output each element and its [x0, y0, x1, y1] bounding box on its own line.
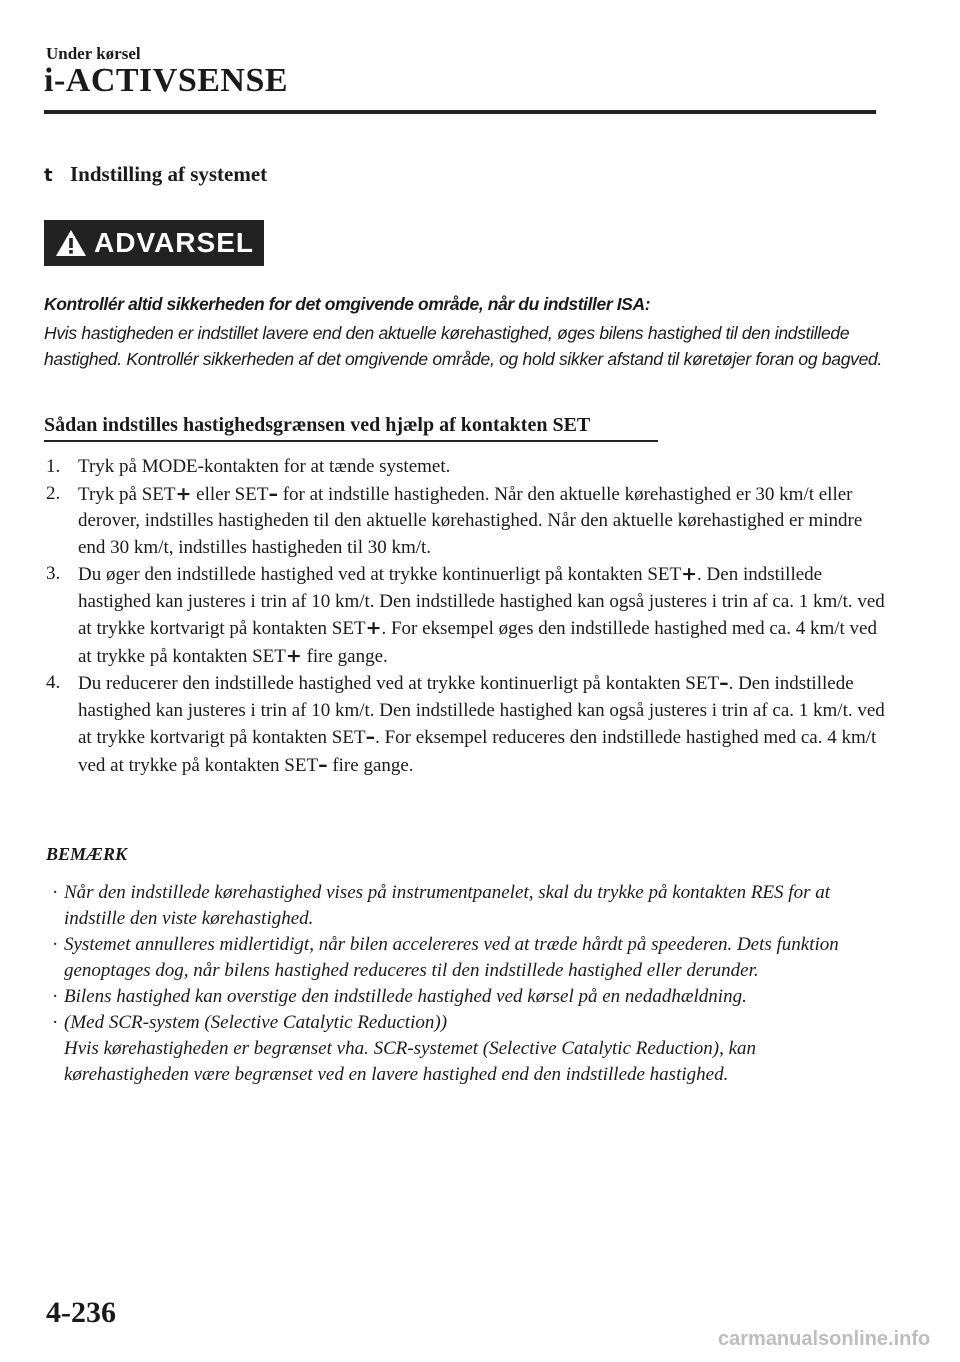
section-title: i-ACTIVSENSE	[44, 62, 289, 99]
step-text: . For eksempel øges den indstillede hastighed med ca. 4 km/t ved at trykke på kontakten SET	[78, 618, 877, 667]
note-item	[52, 1010, 882, 1088]
minus-icon: –	[365, 726, 376, 748]
minus-icon: –	[719, 672, 729, 694]
note-item	[52, 932, 882, 984]
chapter-title: Under kørsel	[46, 44, 141, 63]
step-text: . For eksempel reduceres den indstillede hastighed med ca. 4 km/t ved at trykke på kontakten SET	[78, 727, 877, 776]
warning-label: ADVARSEL	[94, 227, 254, 258]
warning-badge	[44, 220, 264, 266]
watermark: carmanualsonline.info	[718, 1328, 931, 1350]
bullet-icon: ·	[52, 882, 59, 903]
plus-icon: +	[681, 563, 698, 585]
minus-icon: –	[268, 482, 278, 505]
step-number: 4.	[46, 672, 61, 693]
bullet-icon: ·	[52, 1012, 59, 1033]
note-title: BEMÆRK	[46, 844, 128, 864]
procedure-title: Sådan indstilles hastighedsgrænsen ved hjælp af kontakten SET	[44, 414, 591, 436]
note-item	[52, 984, 882, 1010]
note-text: Når den indstillede kørehastighed vises på instrumentpanelet, skal du trykke på kontakten RES for at indstille den viste kørehastighed.	[64, 882, 831, 929]
procedure-step	[46, 481, 886, 562]
step-text: fire gange.	[327, 754, 414, 776]
warning-triangle-icon	[54, 228, 88, 258]
minus-icon: –	[318, 753, 328, 776]
step-number: 2.	[46, 482, 61, 504]
warning-title: Kontrollér altid sikkerheden for det omgivende område, når du indstiller ISA:	[44, 294, 651, 314]
procedure-step	[46, 561, 886, 670]
step-number: 3.	[46, 563, 61, 584]
note-text: (Med SCR-system (Selective Catalytic Reduction)) Hvis kørehastigheden er begrænset vha. SCR-systemet (Selective Catalytic Reduction), kan kørehastigheden være begrænset ved en lavere hastighed end den indstillede hastighed.	[64, 1012, 757, 1085]
plus-icon: +	[365, 617, 382, 639]
procedure-underline	[44, 440, 658, 442]
bullet-icon: ·	[52, 986, 59, 1007]
step-text: . Den indstillede hastighed kan justeres i trin af 10 km/t. Den indstillede hastighed kan også justeres i trin af ca. 1 km/t. ved at trykke kortvarigt på kontakten SET	[78, 564, 885, 639]
note-item	[52, 880, 882, 932]
step-text: Tryk på SET	[78, 483, 176, 505]
step-number: 1.	[46, 456, 61, 477]
step-text: fire gange.	[301, 645, 388, 667]
step-text: for at indstille hastigheden. Når den aktuelle kørehastighed er 30 km/t eller derover, indstilles hastigheden til den aktuelle kørehastighed. Når den aktuelle kørehastighed er mindre end 30 km/t, indstilles hastigheden til 30 km/t.	[78, 483, 863, 558]
plus-icon: +	[285, 644, 302, 667]
header-divider	[44, 110, 876, 114]
subheading-bullet-icon: t	[44, 165, 53, 186]
step-text: eller SET	[191, 483, 269, 505]
step-text: Du reducerer den indstillede hastighed ved at trykke kontinuerligt på kontakten SET	[78, 673, 720, 694]
procedure-step	[46, 454, 886, 481]
note-text: Systemet annulleres midlertidigt, når bilen accelereres ved at træde hårdt på speederen. Dets funktion genoptages dog, når bilens hastighed reduceres til den indstillede hastighed eller derunder.	[64, 934, 839, 981]
note-text: Bilens hastighed kan overstige den indstillede hastighed ved kørsel på en nedadhældning.	[64, 986, 747, 1007]
plus-icon: +	[175, 482, 192, 505]
step-text: . Den indstillede hastighed kan justeres i trin af 10 km/t. Den indstillede hastighed kan også justeres i trin af ca. 1 km/t. ved at trykke kortvarigt på kontakten SET	[78, 673, 885, 748]
procedure-steps	[46, 454, 886, 779]
page-number: 4-236	[46, 1296, 116, 1329]
subheading-title: Indstilling af systemet	[70, 162, 268, 186]
note-list	[52, 880, 882, 1088]
step-text: Tryk på MODE-kontakten for at tænde systemet.	[78, 456, 451, 477]
step-text: Du øger den indstillede hastighed ved at trykke kontinuerligt på kontakten SET	[78, 564, 682, 585]
procedure-step	[46, 670, 886, 779]
warning-text: Hvis hastigheden er indstillet lavere end den aktuelle kørehastighed, øges bilens hastighed til den indstillede hastighed. Kontrollér sikkerheden af det omgivende område, og hold sikker afstand til køretøjer foran og bagved.	[44, 323, 883, 369]
bullet-icon: ·	[52, 934, 59, 955]
subheading	[44, 162, 267, 187]
